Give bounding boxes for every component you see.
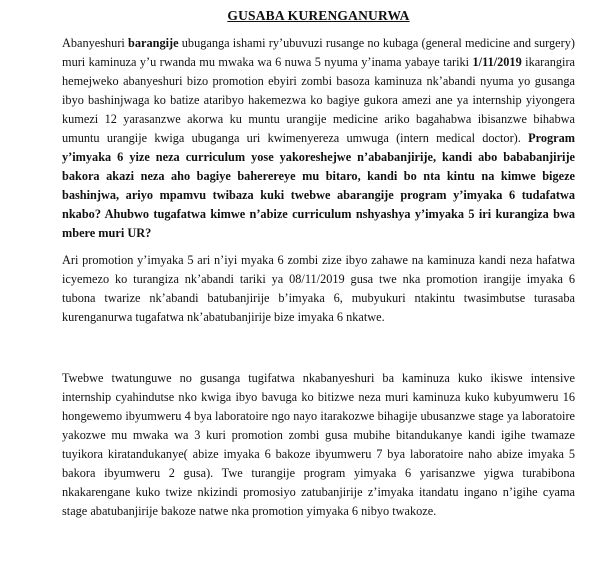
p1-text-b: ubuganga ishami ry’ubuvuzi rusange no kubaga (general medicine and surgery) muri kaminuza y’u rwanda mu mwaka wa 6 nuwa 5 nyuma y’inama yabaye tariki — [62, 36, 575, 69]
p1-text-c: ikarangira hemejweko abanyeshuri bizo promotion ebyiri zombi basoza kaminuza nk’abandi nyuma yo gusanga ibyo bashinjwaga ko batize ataribyo hakemezwa ko bagiye gukora amezi ane ya internship yiyongera kumezi 12 yarasanzwe akorwa ku muntu urangije medicine ariko bagahabwa ibisanzwe bihabwa umuntu urangije kwiga ubuganga uri kwimenyereza umwuga (intern medical doctor). — [62, 55, 575, 145]
paragraph-spacer — [62, 335, 575, 369]
paragraph-1 — [62, 34, 575, 243]
p1-bold-barangije: barangije — [128, 36, 179, 50]
p1-bold-date: 1/11/2019 — [472, 55, 522, 69]
document-title: GUSABA KURENGANURWA — [227, 8, 410, 23]
p1-text-a: Abanyeshuri — [62, 36, 129, 50]
p1-bold-question: Program y’imyaka 6 yize neza curriculum yose yakoreshejwe n’ababanjirije, kandi abo bababanjirije bakora akazi neza aho bagiye baherereye mu bitaro, kandi bo nta kintu na kimwe bigeze bashinjwa, ariyo mpamvu twibaza kuki twebwe abarangije program y’imyaka 6 tudafatwa nkabo? Ahubwo tugafatwa kimwe n’abize curriculum nshyashya y’imyaka 5 iri kurangiza bwa mbere muri UR? — [62, 131, 575, 240]
paragraph-2: Ari promotion y’imyaka 5 ari n’iyi myaka 6 zombi zize ibyo zahawe na kaminuza kandi neza hafatwa icyemezo ko turangiza nk’abandi tariki ya 08/11/2019 gusa twe nka promotion irangije imyaka 6 tubona twarize nk’abandi batubanjirije b’imyaka 6, mubyukuri ntakintu twasimbutse turasaba kurenganurwa tugafatwa nk’abatubanjirije bize imyaka 6 nkatwe. — [62, 253, 575, 324]
paragraph-3: Twebwe twatunguwe no gusanga tugifatwa nkabanyeshuri ba kaminuza kuko ikiswe intensive internship cyahindutse nko kwiga ibyo bavuga ko bitizwe neza muri kaminuza kuko kubyumweru 16 hongewemo ibyumweru 4 bya laboratoire ngo nayo itarakozwe bihagije ubusanzwe stage ya laboratoire yakozwe mu mwaka wa 3 kuri promotion zombi gusa mubihe bitandukanye kandi igihe twamaze tuyikora kiratandukanye( abize imyaka 6 bakoze ibyumweru 7 bya laboratoire naho abize imyaka 5 bakora ibyumweru 2 gusa). Twe turangije program yimyaka 6 yarisanzwe yigwa turabibona nkakarengane kuko twize nkizindi promosiyo zatubanjirije z’imyaka itandatu ingano n’igihe cyama stage abatubanjirije bakoze natwe nka promotion yimyaka 6 nibyo twakoze. — [62, 371, 575, 518]
